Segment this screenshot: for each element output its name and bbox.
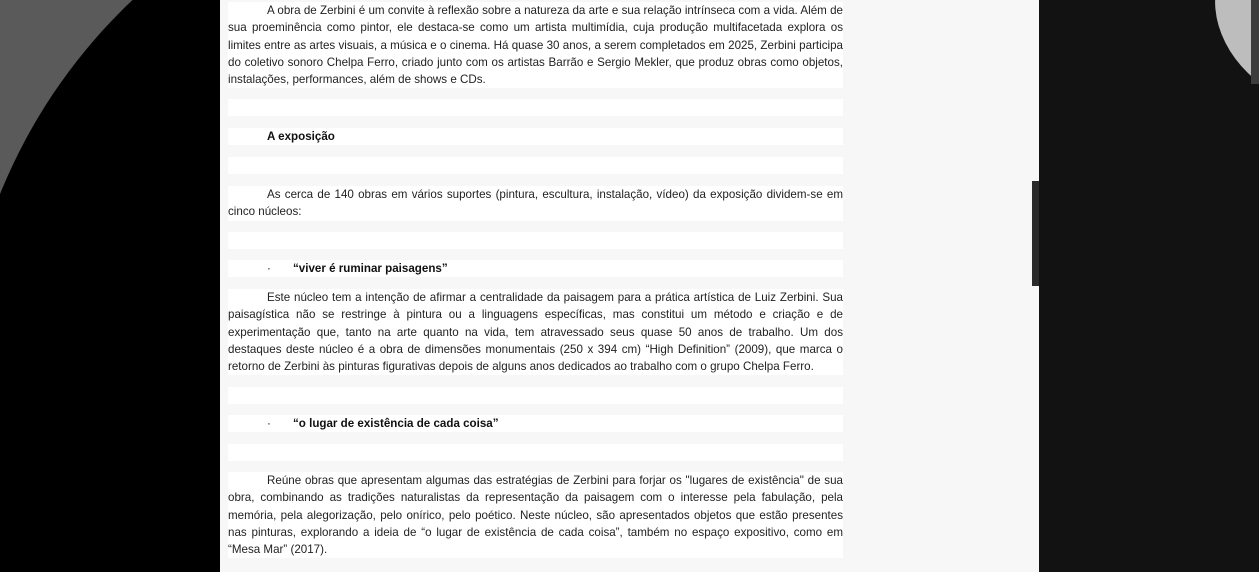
paragraph-exhibition: As cerca de 140 obras em vários suportes (pintura, escultura, instalação, vídeo) da exposição dividem-se em cinco núcleos:: [228, 186, 843, 221]
paragraph-nucleus-1: Este núcleo tem a intenção de afirmar a centralidade da paisagem para a prática artística de Luiz Zerbini. Sua paisagística não se restringe à pintura ou a linguagens específicas, mas constitui um método e criação e de experimentação que, tanto na arte quanto na vida, tem atravessado seus quase 50 anos de trabalho. Um dos destaques deste núcleo é a obra de dimensões monumentais (250 x 394 cm) “High Definition” (2009), que marca o retorno de Zerbini às pinturas figurativas depois de alguns anos dedicados ao trabalho com o grupo Chelpa Ferro.: [228, 289, 843, 375]
nucleus-title-2: “o lugar de existência de cada coisa”: [293, 417, 499, 430]
nucleus-heading-2: [228, 415, 843, 432]
nucleus-heading-1: [228, 260, 843, 277]
bullet-icon: ·: [267, 262, 271, 275]
paragraph-nucleus-2: Reúne obras que apresentam algumas das estratégias de Zerbini para forjar os "lugares de existência" de sua obra, combinando as tradições naturalistas da representação da paisagem com o interesse pela fabulação, pela memória, pela alegorização, pelo onírico, pelo poético. Neste núcleo, são apresentados objetos que estão presentes nas pinturas, explorando a ideia de “o lugar de existência de cada coisa”, também no espaço expositivo, como em “Mesa Mar” (2017).: [228, 472, 843, 558]
blank-line: [228, 387, 843, 404]
blank-line: [228, 99, 843, 116]
nucleus-title-1: “viver é ruminar paisagens”: [293, 262, 448, 275]
section-heading: [228, 128, 843, 145]
page-scrollbar-thumb[interactable]: [1032, 181, 1039, 286]
background-left: [0, 0, 220, 572]
background-highlight: [1181, 0, 1259, 143]
paragraph-intro: A obra de Zerbini é um convite à reflexão sobre a natureza da arte e sua relação intrínseca com a vida. Além de sua proeminência como pintor, ele destaca-se como um artista multimídia, cuja produção multifacetada explora os limites entre as artes visuais, a música e o cinema. Há quase 30 anos, a serem completados em 2025, Zerbini participa do coletivo sonoro Chelpa Ferro, criado junto com os artistas Barrão e Sergio Mekler, que produz obras como objetos, instalações, performances, além de shows e CDs.: [228, 2, 843, 88]
bullet-icon: ·: [267, 417, 271, 430]
background-circle: [0, 0, 220, 572]
blank-line: [228, 157, 843, 174]
blank-line: [228, 444, 843, 461]
background-right: [1039, 0, 1259, 572]
blank-line: [228, 232, 843, 249]
document-page: [220, 0, 1039, 572]
section-heading-text: A exposição: [267, 130, 335, 143]
edge-scroll-thumb[interactable]: [1251, 0, 1259, 84]
